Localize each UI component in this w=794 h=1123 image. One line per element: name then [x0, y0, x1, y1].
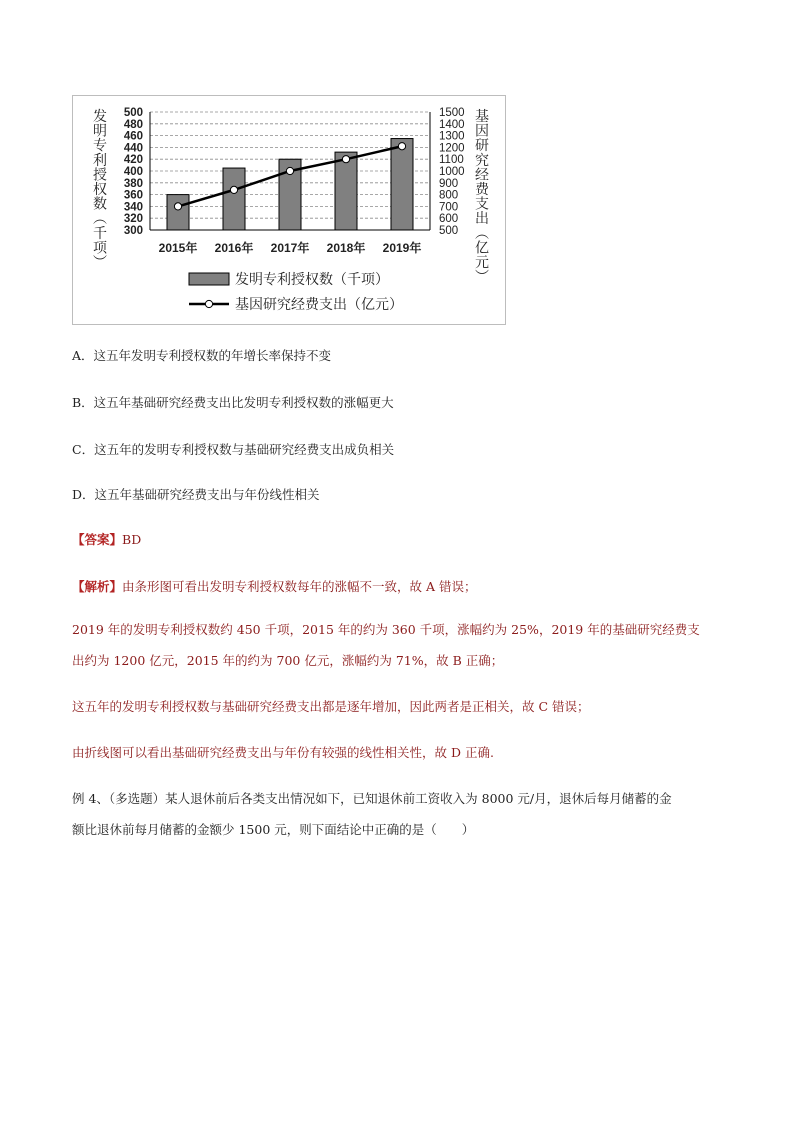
line-point: [174, 203, 181, 210]
answer-tag: 【答案】: [72, 532, 123, 547]
left-axis-title-char: 发: [93, 108, 107, 124]
bar: [167, 195, 189, 230]
right-axis-title-char: 出: [475, 210, 489, 227]
analysis-tag: 【解析】: [72, 579, 123, 594]
legend-line-label: 基因研究经费支出（亿元）: [235, 296, 403, 312]
left-tick-label: 440: [123, 142, 143, 155]
left-axis-title-char: 利: [93, 151, 107, 168]
option-c: C．这五年的发明专利授权数与基础研究经费支出成负相关: [72, 442, 395, 457]
right-axis-title-char: 经: [475, 166, 489, 183]
right-tick-label: 800: [439, 189, 459, 202]
legend-line-marker: [205, 300, 212, 307]
left-tick-label: 300: [123, 225, 143, 237]
x-tick-label: 2019年: [382, 241, 422, 255]
bar: [223, 168, 245, 230]
left-axis-title-char: 专: [93, 137, 107, 154]
left-axis-title-char: 千: [93, 224, 107, 241]
left-tick-label: 360: [123, 189, 143, 202]
legend-bar-swatch: [189, 273, 229, 285]
right-tick-label: 1100: [439, 154, 464, 167]
chart-frame: [72, 95, 506, 325]
example-line-2: 额比退休前每月储蓄的金额少 1500 元，则下面结论中正确的是（ ）: [72, 822, 475, 837]
right-axis-title-char: 费: [475, 181, 489, 197]
right-tick-label: 1300: [439, 130, 465, 143]
right-axis-title-char: 亿: [475, 239, 489, 256]
right-tick-label: 700: [439, 201, 459, 214]
right-tick-label: 900: [439, 177, 459, 190]
analysis-line-2: 2019 年的发明专利授权数约 450 千项，2015 年的约为 360 千项，涨幅约为 25%，2019 年的基础研究经费支: [72, 622, 700, 637]
right-axis-title-char: ︶: [475, 268, 489, 285]
right-axis-title-char: 研: [475, 137, 489, 154]
right-tick-label: 500: [439, 225, 459, 237]
analysis-text-1: 由条形图可看出发明专利授权数每年的涨幅不一致，故 A 错误；: [122, 579, 477, 594]
line-point: [342, 156, 349, 163]
right-axis-title-char: 支: [475, 195, 489, 212]
x-tick-label: 2016年: [214, 241, 254, 255]
answer-value: BD: [122, 532, 142, 547]
left-axis-title-char: 明: [93, 122, 107, 139]
left-axis-title-char: ︶: [93, 254, 107, 270]
analysis-line-3: 出约为 1200 亿元，2015 年的约为 700 亿元，涨幅约为 71%，故 B 正确；: [72, 653, 504, 668]
line-point: [286, 167, 293, 174]
left-tick-label: 380: [123, 177, 143, 190]
right-axis-title-char: 究: [475, 151, 489, 168]
left-axis-title-char: 项: [93, 239, 107, 256]
right-axis-title-char: ︵: [475, 224, 489, 241]
right-tick-label: 1000: [439, 166, 465, 178]
left-axis-title-char: ︵: [93, 210, 107, 227]
left-tick-label: 500: [123, 107, 143, 119]
right-tick-label: 1200: [439, 142, 465, 155]
left-tick-label: 320: [123, 213, 143, 226]
option-b: B．这五年基础研究经费支出比发明专利授权数的涨幅更大: [72, 395, 394, 410]
left-tick-label: 460: [123, 130, 143, 143]
analysis-line-1: [72, 577, 477, 597]
right-axis-title-char: 因: [475, 122, 489, 139]
right-axis-title-char: 基: [475, 108, 489, 124]
legend-bar-label: 发明专利授权数（千项）: [235, 271, 389, 287]
combo-chart: [73, 96, 507, 326]
answer-line: [72, 530, 141, 550]
right-tick-label: 1400: [439, 118, 465, 131]
line-point: [230, 186, 237, 193]
x-tick-label: 2015年: [158, 241, 198, 255]
bar: [335, 152, 357, 230]
option-d: D．这五年基础研究经费支出与年份线性相关: [72, 487, 320, 502]
left-tick-label: 480: [123, 118, 143, 131]
option-a: A．这五年发明专利授权数的年增长率保持不变: [72, 348, 332, 363]
right-tick-label: 1500: [439, 107, 465, 119]
example-line-1: 例 4、（多选题）某人退休前后各类支出情况如下，已知退休前工资收入为 8000 元/月，退休后每月储蓄的金: [72, 791, 672, 806]
x-tick-label: 2018年: [326, 241, 366, 255]
left-axis-title-char: 授: [93, 166, 107, 183]
left-tick-label: 400: [123, 166, 143, 178]
left-axis-title-char: 权: [93, 181, 107, 197]
left-tick-label: 420: [123, 154, 143, 167]
left-axis-title-char: 数: [93, 195, 107, 212]
bar: [391, 139, 413, 230]
left-tick-label: 340: [123, 201, 143, 214]
right-axis-title-char: 元: [475, 254, 489, 270]
x-tick-label: 2017年: [270, 241, 310, 255]
analysis-line-4: 这五年的发明专利授权数与基础研究经费支出都是逐年增加，因此两者是正相关，故 C 错误；: [72, 699, 590, 714]
line-point: [398, 143, 405, 150]
analysis-line-5: 由折线图可以看出基础研究经费支出与年份有较强的线性相关性，故 D 正确.: [72, 745, 494, 760]
right-tick-label: 600: [439, 213, 459, 226]
